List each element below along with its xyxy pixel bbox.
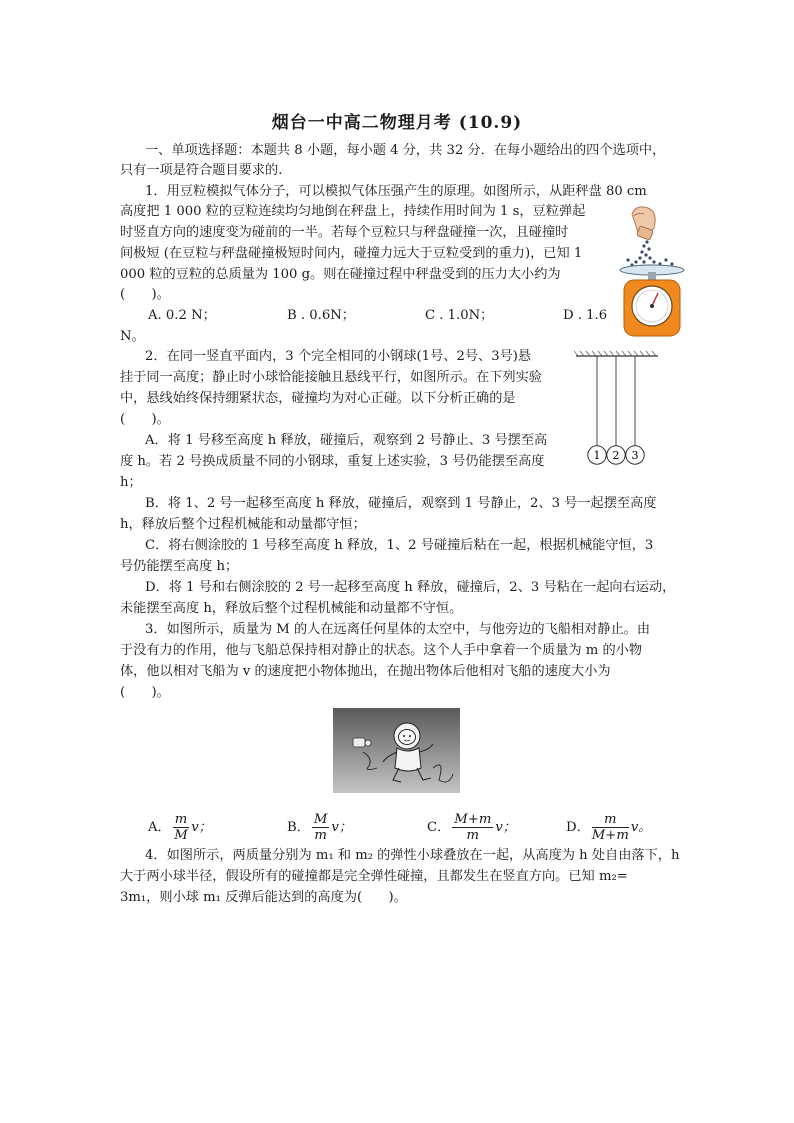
pendulum-figure <box>574 350 660 470</box>
q1-line-6: ( )。 <box>120 287 170 302</box>
q3-option-d: D． $\frac{m}{M+m}$ v。 <box>566 812 652 843</box>
q3-line-3: 体，他以相对飞船为 v 的速度把小物体抛出，在抛出物体后他相对飞船的速度大小为 <box>120 664 611 679</box>
q3-option-a: A． $\frac{m}{M}$ v； <box>148 812 212 843</box>
q4-line-3: 3m₁，则小球 m₁ 反弹后能达到的高度为( )。 <box>120 890 407 905</box>
q2-line-2: 挂于同一高度；静止时小球恰能接触且悬线平行，如图所示。在下列实验 <box>120 370 542 385</box>
q1-option-a: A. 0.2 N； <box>148 308 216 323</box>
bean-scale-figure <box>614 202 694 340</box>
q2-option-b-line-1: B．将 1、2 号一起移至高度 h 释放，碰撞后，观察到 1 号静止，2、3 号一起摆至高度 <box>145 496 657 511</box>
page-title: 烟台一中高二物理月考 (10.9) <box>271 113 523 133</box>
q3-line-2: 于没有力的作用，他与飞船总保持相对静止的状态。这个人手中拿着一个质量为 m 的小物 <box>120 643 643 658</box>
q2-line-4: ( )。 <box>120 412 170 427</box>
q1-line-5: 000 粒的豆粒的总质量为 100 g。则在碰撞过程中秤盘受到的压力大小约为 <box>120 267 561 282</box>
q2-option-b-line-2: h，释放后整个过程机械能和动量都守恒； <box>120 517 366 532</box>
ball-label-2: 2 <box>612 449 620 462</box>
ball-label-1: 1 <box>593 449 601 462</box>
q4-line-1: 4．如图所示，两质量分别为 m₁ 和 m₂ 的弹性小球叠放在一起，从高度为 h 处自由落下，h <box>145 848 680 863</box>
section-heading-line-2: 只有一项是符合题目要求的. <box>120 163 283 178</box>
q1-line-1: 1．用豆粒模拟气体分子，可以模拟气体压强产生的原理。如图所示，从距秤盘 80 cm <box>145 184 647 199</box>
q1-option-b: B . 0.6N； <box>287 308 355 323</box>
q2-line-3: 中，悬线始终保持绷紧状态，碰撞均为对心正碰。以下分析正确的是 <box>120 391 516 406</box>
q2-option-a-line-1: A．将 1 号移至高度 h 释放，碰撞后，观察到 2 号静止、3 号摆至高 <box>145 433 548 448</box>
q3-option-c: C． $\frac{M+m}{m}$ v； <box>427 812 516 843</box>
q1-option-c: C . 1.0N； <box>425 308 494 323</box>
q1-option-d-tail: N。 <box>120 329 145 344</box>
q4-line-2: 大于两小球半径，假设所有的碰撞都是完全弹性碰撞，且都发生在竖直方向。已知 m₂= <box>120 869 628 884</box>
ball-label-3: 3 <box>631 449 639 462</box>
q3-option-b: B． $\frac{M}{m}$ v； <box>287 812 353 843</box>
astronaut-figure <box>333 708 460 793</box>
q2-option-c-line-2: 号仍能摆至高度 h； <box>120 559 239 574</box>
q2-line-1: 2．在同一竖直平面内，3 个完全相同的小钢球(1号、2号、3号)悬 <box>145 349 532 364</box>
q1-line-4: 间极短 (在豆粒与秤盘碰撞极短时间内，碰撞力远大于豆粒受到的重力)，已知 1 <box>120 246 583 261</box>
q1-line-3: 时竖直方向的速度变为碰前的一半。若每个豆粒只与秤盘碰撞一次，且碰撞时 <box>120 225 569 240</box>
q2-option-c-line-1: C．将右侧涂胶的 1 号移至高度 h 释放，1、2 号碰撞后粘在一起，根据机械能守恒，3 <box>145 538 654 553</box>
q1-line-2: 高度把 1 000 粒的豆粒连续均匀地倒在秤盘上，持续作用时间为 1 s，豆粒弹起 <box>120 204 586 219</box>
q3-line-1: 3．如图所示，质量为 M 的人在远离任何星体的太空中，与他旁边的飞船相对静止。由 <box>145 622 651 637</box>
q3-line-4: ( )。 <box>120 685 170 700</box>
q2-option-a-line-2: 度 h。若 2 号换成质量不同的小钢球，重复上述实验，3 号仍能摆至高度 <box>120 454 545 469</box>
q2-option-d-line-2: 未能摆至高度 h，释放后整个过程机械能和动量都不守恒。 <box>120 601 463 616</box>
q2-option-d-line-1: D．将 1 号和右侧涂胶的 2 号一起移至高度 h 释放，碰撞后，2、3 号粘在一起向右运动， <box>145 580 676 595</box>
q1-option-d: D . 1.6 <box>563 308 608 323</box>
q2-option-a-line-3: h； <box>120 475 142 490</box>
section-heading-line-1: 一、单项选择题：本题共 8 小题，每小题 4 分，共 32 分．在每小题给出的四个选项中， <box>145 143 666 158</box>
